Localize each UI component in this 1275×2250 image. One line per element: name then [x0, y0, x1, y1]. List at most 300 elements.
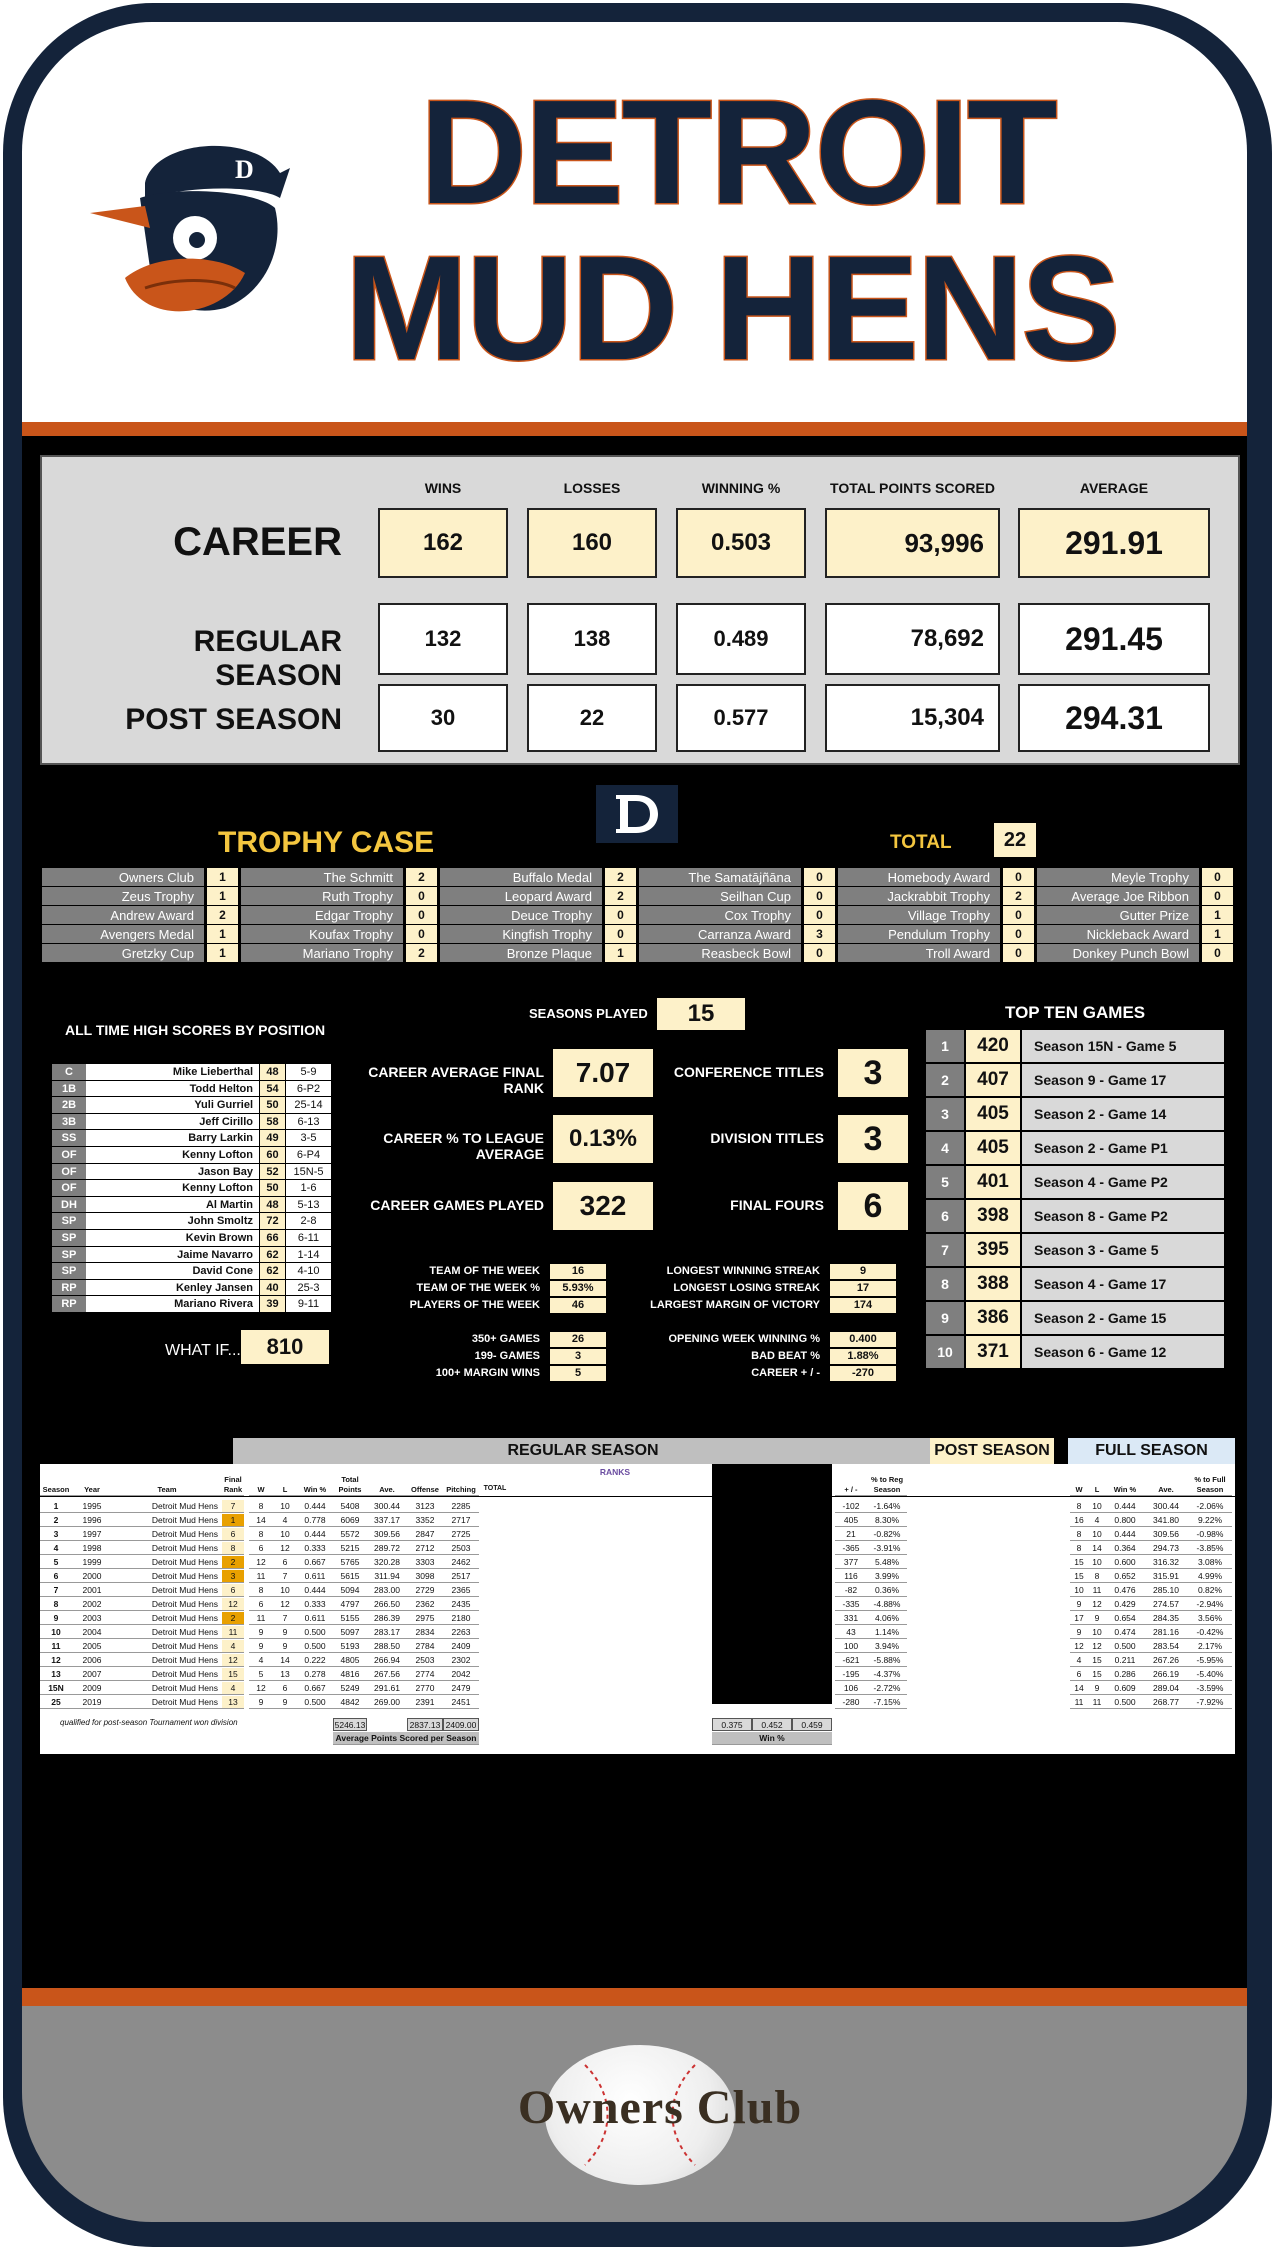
trophy-name: Deuce Trophy [440, 906, 602, 925]
table-cell-ave: 311.94 [367, 1570, 407, 1583]
trophy-name: Village Trophy [838, 906, 1000, 925]
trophy-row [241, 868, 437, 887]
table-cell-pm: -335 [835, 1598, 867, 1611]
position-code: DH [52, 1197, 86, 1213]
score-game: 6-P2 [285, 1081, 331, 1097]
player-name: David Cone [86, 1263, 259, 1279]
trophy-row [838, 868, 1034, 887]
table-cell-ave: 309.56 [367, 1528, 407, 1541]
table-cell-fw: 16 [1070, 1514, 1088, 1527]
trophy-count: 2 [602, 887, 636, 906]
trophy-row [241, 906, 437, 925]
column-header: Final Rank [222, 1470, 244, 1496]
player-name: Jaime Navarro [86, 1247, 259, 1263]
row-label-career: CAREER [173, 520, 342, 564]
table-cell-fw: 6 [1070, 1668, 1088, 1681]
trophy-count: 2 [602, 868, 636, 887]
top-game-row [926, 1064, 1224, 1096]
table-cell-toreg: 1.14% [867, 1626, 907, 1639]
row-label-post-season: POST SEASON [125, 703, 342, 736]
title-mud-hens: MUD HENS [345, 226, 1119, 391]
table-cell-pts: 4842 [333, 1696, 367, 1709]
table-cell-l: 10 [273, 1584, 297, 1597]
small-stat-value: 5 [550, 1366, 606, 1381]
table-cell-season: 2 [40, 1514, 72, 1527]
table-cell-pts: 5765 [333, 1556, 367, 1569]
table-cell-fl: 14 [1088, 1542, 1106, 1555]
score-game: 25-3 [285, 1280, 331, 1296]
top-game-label: Season 2 - Game 14 [1020, 1098, 1224, 1130]
orange-stripe-bottom [22, 1988, 1247, 2006]
small-stat-row [380, 1365, 606, 1381]
small-stat-label: PLAYERS OF THE WEEK [409, 1299, 540, 1311]
table-cell-season: 3 [40, 1528, 72, 1541]
table-cell-pts: 5155 [333, 1612, 367, 1625]
table-cell-pts: 5215 [333, 1542, 367, 1555]
career-losses: 160 [527, 508, 657, 578]
table-cell-off: 3303 [407, 1556, 443, 1569]
table-cell-ave: 291.61 [367, 1682, 407, 1695]
position-row [52, 1097, 331, 1114]
table-cell-l: 10 [273, 1528, 297, 1541]
table-cell-fpct: 0.652 [1106, 1570, 1144, 1583]
trophy-column [838, 868, 1034, 963]
career-games-played-label: CAREER GAMES PLAYED [370, 1197, 544, 1213]
player-score: 39 [259, 1296, 285, 1312]
table-cell-l: 9 [273, 1640, 297, 1653]
trophy-count: 0 [801, 887, 835, 906]
trophy-name: Carranza Award [639, 925, 801, 944]
header-total-points: TOTAL POINTS SCORED [830, 480, 995, 496]
table-cell-fpct: 0.654 [1106, 1612, 1144, 1625]
table-cell-fave: 284.35 [1144, 1612, 1188, 1625]
table-cell-pct: 0.611 [297, 1570, 333, 1583]
trophy-row [1037, 944, 1233, 963]
small-stat-row [640, 1348, 896, 1364]
small-stat-value: 0.400 [830, 1332, 896, 1347]
top-game-label: Season 3 - Game 5 [1020, 1234, 1224, 1266]
regular-wins: 132 [378, 603, 508, 675]
win-pct-label: Win % [712, 1732, 832, 1745]
trophy-count: 1 [204, 944, 238, 963]
table-cell-pm: 331 [835, 1612, 867, 1625]
table-cell-fl: 9 [1088, 1612, 1106, 1625]
table-cell-fpct: 0.609 [1106, 1682, 1144, 1695]
trophy-count: 1 [602, 944, 636, 963]
player-score: 50 [259, 1180, 285, 1196]
column-header: W [1070, 1470, 1088, 1496]
table-cell-fl: 10 [1088, 1528, 1106, 1541]
svg-text:D: D [235, 155, 254, 184]
career-games-played-value: 322 [553, 1182, 653, 1230]
small-stat-label: TEAM OF THE WEEK [429, 1265, 540, 1277]
table-cell-l: 6 [273, 1682, 297, 1695]
trophy-name: Gretzky Cup [42, 944, 204, 963]
trophy-row [440, 887, 636, 906]
player-name: Kenley Jansen [86, 1280, 259, 1296]
table-cell-w: 9 [249, 1640, 273, 1653]
header-wins: WINS [424, 480, 462, 496]
column-header: Total Points [333, 1470, 367, 1496]
header-winning-pct: WINNING % [701, 480, 781, 496]
position-row [52, 1247, 331, 1264]
table-cell-fl: 12 [1088, 1640, 1106, 1653]
trophy-name: Andrew Award [42, 906, 204, 925]
top-game-score: 405 [964, 1132, 1020, 1164]
trophy-name: The Samatājñāna [639, 868, 801, 887]
trophy-column [241, 868, 437, 963]
table-cell-ffs: -5.95% [1188, 1654, 1232, 1667]
top-game-label: Season 15N - Game 5 [1020, 1030, 1224, 1062]
small-stat-label: TEAM OF THE WEEK % [416, 1282, 540, 1294]
table-cell-fave: 341.80 [1144, 1514, 1188, 1527]
career-average-final-rank-label: CAREER AVERAGE FINAL RANK [368, 1064, 544, 1096]
player-score: 60 [259, 1147, 285, 1163]
trophy-row [241, 925, 437, 944]
table-cell-fave: 289.04 [1144, 1682, 1188, 1695]
player-score: 62 [259, 1247, 285, 1263]
post-total-points: 15,304 [825, 684, 1000, 752]
small-stat-row [380, 1348, 606, 1364]
table-cell-rank: 6 [222, 1584, 244, 1597]
table-cell-pct: 0.333 [297, 1598, 333, 1611]
table-cell-team: Detroit Mud Hens [112, 1556, 222, 1569]
table-cell-pm: -102 [835, 1500, 867, 1513]
player-name: Kenny Lofton [86, 1180, 259, 1196]
trophy-count: 1 [204, 887, 238, 906]
table-cell-fw: 9 [1070, 1598, 1088, 1611]
trophy-total-label: TOTAL [890, 832, 952, 853]
top-game-rank: 8 [926, 1268, 964, 1300]
conference-win-pct: 0.452 [752, 1718, 792, 1731]
table-cell-ffs: -7.92% [1188, 1696, 1232, 1709]
trophy-name: Meyle Trophy [1037, 868, 1199, 887]
table-cell-toreg: -5.88% [867, 1654, 907, 1667]
table-cell-fl: 4 [1088, 1514, 1106, 1527]
table-cell-fl: 11 [1088, 1584, 1106, 1597]
player-score: 50 [259, 1097, 285, 1113]
table-cell-team: Detroit Mud Hens [112, 1528, 222, 1541]
position-code: SP [52, 1247, 86, 1263]
table-cell-fw: 8 [1070, 1528, 1088, 1541]
trophy-name: Buffalo Medal [440, 868, 602, 887]
table-cell-team: Detroit Mud Hens [112, 1654, 222, 1667]
regular-losses: 138 [527, 603, 657, 675]
table-cell-off: 2847 [407, 1528, 443, 1541]
top-game-score: 388 [964, 1268, 1020, 1300]
top-game-score: 395 [964, 1234, 1020, 1266]
trophy-column [440, 868, 636, 963]
small-stat-label: 350+ GAMES [471, 1333, 540, 1345]
table-cell-pm: -280 [835, 1696, 867, 1709]
table-cell-off: 2784 [407, 1640, 443, 1653]
trophy-name: Avengers Medal [42, 925, 204, 944]
table-cell-ffs: 4.99% [1188, 1570, 1232, 1583]
table-cell-fl: 15 [1088, 1654, 1106, 1667]
trophy-count: 2 [403, 868, 437, 887]
position-code: RP [52, 1296, 86, 1312]
small-stat-value: 5.93% [550, 1281, 606, 1296]
small-stat-label: BAD BEAT % [751, 1350, 820, 1362]
player-name: John Smoltz [86, 1213, 259, 1229]
trophy-column [42, 868, 238, 963]
table-cell-w: 8 [249, 1584, 273, 1597]
table-cell-year: 2005 [72, 1640, 112, 1653]
trophy-column [1037, 868, 1233, 963]
table-cell-w: 8 [249, 1528, 273, 1541]
top-game-row [926, 1268, 1224, 1300]
table-cell-rank: 15 [222, 1668, 244, 1681]
table-cell-ffs: -5.40% [1188, 1668, 1232, 1681]
table-cell-w: 9 [249, 1626, 273, 1639]
player-score: 48 [259, 1197, 285, 1213]
small-stats-right-1 [640, 1263, 896, 1314]
table-cell-team: Detroit Mud Hens [112, 1668, 222, 1681]
table-cell-fave: 268.77 [1144, 1696, 1188, 1709]
top-game-score: 407 [964, 1064, 1020, 1096]
table-cell-team: Detroit Mud Hens [112, 1682, 222, 1695]
table-cell-team: Detroit Mud Hens [112, 1640, 222, 1653]
table-cell-w: 9 [249, 1696, 273, 1709]
trophy-count: 2 [403, 944, 437, 963]
top-game-rank: 5 [926, 1166, 964, 1198]
trophy-total-value: 22 [994, 823, 1036, 857]
score-game: 1-14 [285, 1247, 331, 1263]
table-cell-ave: 289.72 [367, 1542, 407, 1555]
table-cell-ffs: 9.22% [1188, 1514, 1232, 1527]
table-cell-rank: 8 [222, 1542, 244, 1555]
position-code: OF [52, 1147, 86, 1163]
small-stats-left-1 [380, 1263, 606, 1314]
table-cell-pct: 0.444 [297, 1584, 333, 1597]
score-game: 1-6 [285, 1180, 331, 1196]
table-cell-season: 13 [40, 1668, 72, 1681]
position-row [52, 1147, 331, 1164]
table-cell-pm: 116 [835, 1570, 867, 1583]
trophy-row [42, 906, 238, 925]
trophy-row [42, 868, 238, 887]
table-cell-pts: 4816 [333, 1668, 367, 1681]
table-cell-year: 2009 [72, 1682, 112, 1695]
trophy-name: Donkey Punch Bowl [1037, 944, 1199, 963]
top-game-rank: 2 [926, 1064, 964, 1096]
table-cell-fpct: 0.211 [1106, 1654, 1144, 1667]
trophy-name: Seilhan Cup [639, 887, 801, 906]
header-average: AVERAGE [1079, 480, 1149, 496]
top-game-label: Season 4 - Game 17 [1020, 1268, 1224, 1300]
table-cell-team: Detroit Mud Hens [112, 1598, 222, 1611]
top-game-row [926, 1302, 1224, 1334]
table-cell-l: 7 [273, 1612, 297, 1625]
column-header: % to Reg Season [867, 1470, 907, 1496]
table-cell-pit: 2180 [443, 1612, 479, 1625]
small-stat-value: 174 [830, 1298, 896, 1313]
table-cell-fw: 15 [1070, 1570, 1088, 1583]
table-cell-w: 5 [249, 1668, 273, 1681]
table-cell-fpct: 0.444 [1106, 1528, 1144, 1541]
table-cell-off: 3098 [407, 1570, 443, 1583]
top-game-score: 420 [964, 1030, 1020, 1062]
table-cell-fave: 281.16 [1144, 1626, 1188, 1639]
trophy-row [1037, 887, 1233, 906]
small-stat-value: 17 [830, 1281, 896, 1296]
orange-stripe-top [22, 422, 1247, 436]
table-cell-rank: 2 [222, 1556, 244, 1569]
small-stat-row [380, 1280, 606, 1296]
score-game: 4-10 [285, 1263, 331, 1279]
table-cell-pct: 0.333 [297, 1542, 333, 1555]
table-cell-fl: 11 [1088, 1696, 1106, 1709]
header-losses: LOSSES [563, 480, 621, 496]
table-cell-off: 2729 [407, 1584, 443, 1597]
division-band [712, 1464, 832, 1704]
table-cell-fpct: 0.500 [1106, 1696, 1144, 1709]
player-name: Barry Larkin [86, 1130, 259, 1146]
top-game-rank: 9 [926, 1302, 964, 1334]
small-stat-label: 199- GAMES [474, 1350, 540, 1362]
trophy-name: Owners Club [42, 868, 204, 887]
player-score: 52 [259, 1164, 285, 1180]
small-stat-value: 26 [550, 1332, 606, 1347]
trophy-name: Ruth Trophy [241, 887, 403, 906]
position-code: RP [52, 1280, 86, 1296]
score-game: 15N-5 [285, 1164, 331, 1180]
regular-total-points: 78,692 [825, 603, 1000, 675]
table-cell-fpct: 0.500 [1106, 1640, 1144, 1653]
table-cell-l: 12 [273, 1542, 297, 1555]
player-name: Kevin Brown [86, 1230, 259, 1246]
position-row [52, 1064, 331, 1081]
avg-points-label: Average Points Scored per Season [333, 1732, 479, 1745]
table-cell-fw: 12 [1070, 1640, 1088, 1653]
table-cell-pit: 2479 [443, 1682, 479, 1695]
table-cell-year: 2006 [72, 1654, 112, 1667]
small-stats-right-2 [640, 1331, 896, 1382]
table-cell-pm: 405 [835, 1514, 867, 1527]
trophy-count: 2 [204, 906, 238, 925]
top-ten-list [926, 1030, 1224, 1370]
table-cell-ave: 266.50 [367, 1598, 407, 1611]
conference-titles-label: CONFERENCE TITLES [673, 1064, 824, 1080]
team-d-logo-icon [596, 785, 678, 843]
table-cell-w: 8 [249, 1500, 273, 1513]
position-row [52, 1197, 331, 1214]
table-cell-fw: 9 [1070, 1626, 1088, 1639]
position-code: OF [52, 1180, 86, 1196]
trophy-row [440, 944, 636, 963]
table-cell-off: 2362 [407, 1598, 443, 1611]
seasons-played-value: 15 [657, 998, 745, 1030]
player-score: 58 [259, 1114, 285, 1130]
score-game: 5-9 [285, 1064, 331, 1080]
table-cell-pit: 2517 [443, 1570, 479, 1583]
career-winning-pct: 0.503 [676, 508, 806, 578]
column-header: Season [40, 1470, 72, 1496]
trophy-row [639, 944, 835, 963]
table-cell-ffs: -3.85% [1188, 1542, 1232, 1555]
table-cell-fave: 294.73 [1144, 1542, 1188, 1555]
score-game: 3-5 [285, 1130, 331, 1146]
top-game-score: 405 [964, 1098, 1020, 1130]
table-cell-fl: 12 [1088, 1598, 1106, 1611]
table-cell-pts: 5408 [333, 1500, 367, 1513]
table-cell-fl: 10 [1088, 1556, 1106, 1569]
trophy-row [42, 925, 238, 944]
trophy-name: Mariano Trophy [241, 944, 403, 963]
column-header: % to Full Season [1188, 1470, 1232, 1496]
small-stat-row [380, 1297, 606, 1313]
table-cell-pm: -621 [835, 1654, 867, 1667]
table-cell-pts: 5572 [333, 1528, 367, 1541]
table-cell-off: 2391 [407, 1696, 443, 1709]
column-header: L [273, 1470, 297, 1496]
table-cell-pit: 2462 [443, 1556, 479, 1569]
trophy-name: Jackrabbit Trophy [838, 887, 1000, 906]
table-cell-pit: 2263 [443, 1626, 479, 1639]
trophy-count: 0 [801, 944, 835, 963]
trophy-row [42, 944, 238, 963]
trophy-count: 0 [602, 925, 636, 944]
table-cell-fave: 267.26 [1144, 1654, 1188, 1667]
table-cell-season: 9 [40, 1612, 72, 1625]
trophy-count: 2 [1000, 887, 1034, 906]
table-cell-year: 2004 [72, 1626, 112, 1639]
trophy-count: 1 [1199, 906, 1233, 925]
table-cell-toreg: 4.06% [867, 1612, 907, 1625]
trophy-count: 0 [801, 906, 835, 925]
table-cell-fw: 14 [1070, 1682, 1088, 1695]
small-stat-label: CAREER + / - [751, 1367, 820, 1379]
table-cell-pct: 0.222 [297, 1654, 333, 1667]
small-stat-label: LONGEST LOSING STREAK [673, 1282, 820, 1294]
table-cell-rank: 1 [222, 1514, 244, 1527]
mud-hen-mascot-icon [85, 128, 300, 328]
trophy-count: 0 [602, 906, 636, 925]
division-titles-label: DIVISION TITLES [710, 1130, 824, 1146]
player-score: 40 [259, 1280, 285, 1296]
small-stat-row [380, 1331, 606, 1347]
table-cell-toreg: 3.94% [867, 1640, 907, 1653]
trophy-name: Kingfish Trophy [440, 925, 602, 944]
player-score: 48 [259, 1064, 285, 1080]
top-game-row [926, 1234, 1224, 1266]
table-cell-l: 9 [273, 1696, 297, 1709]
table-cell-fw: 11 [1070, 1696, 1088, 1709]
trophy-count: 0 [403, 906, 437, 925]
table-cell-rank: 4 [222, 1682, 244, 1695]
table-cell-fave: 274.57 [1144, 1598, 1188, 1611]
table-cell-pct: 0.278 [297, 1668, 333, 1681]
trophy-name: Reasbeck Bowl [639, 944, 801, 963]
trophy-count: 0 [801, 868, 835, 887]
table-cell-ffs: -0.98% [1188, 1528, 1232, 1541]
table-cell-pm: 106 [835, 1682, 867, 1695]
table-cell-w: 6 [249, 1598, 273, 1611]
table-cell-fpct: 0.476 [1106, 1584, 1144, 1597]
table-cell-fw: 10 [1070, 1584, 1088, 1597]
table-cell-year: 2002 [72, 1598, 112, 1611]
trophy-row [440, 925, 636, 944]
table-cell-pit: 2365 [443, 1584, 479, 1597]
table-cell-w: 12 [249, 1556, 273, 1569]
position-scores-table [52, 1064, 331, 1313]
table-cell-fpct: 0.474 [1106, 1626, 1144, 1639]
table-cell-year: 1996 [72, 1514, 112, 1527]
table-cell-off: 2834 [407, 1626, 443, 1639]
table-cell-off: 3123 [407, 1500, 443, 1513]
table-cell-team: Detroit Mud Hens [112, 1570, 222, 1583]
trophy-count: 0 [403, 887, 437, 906]
